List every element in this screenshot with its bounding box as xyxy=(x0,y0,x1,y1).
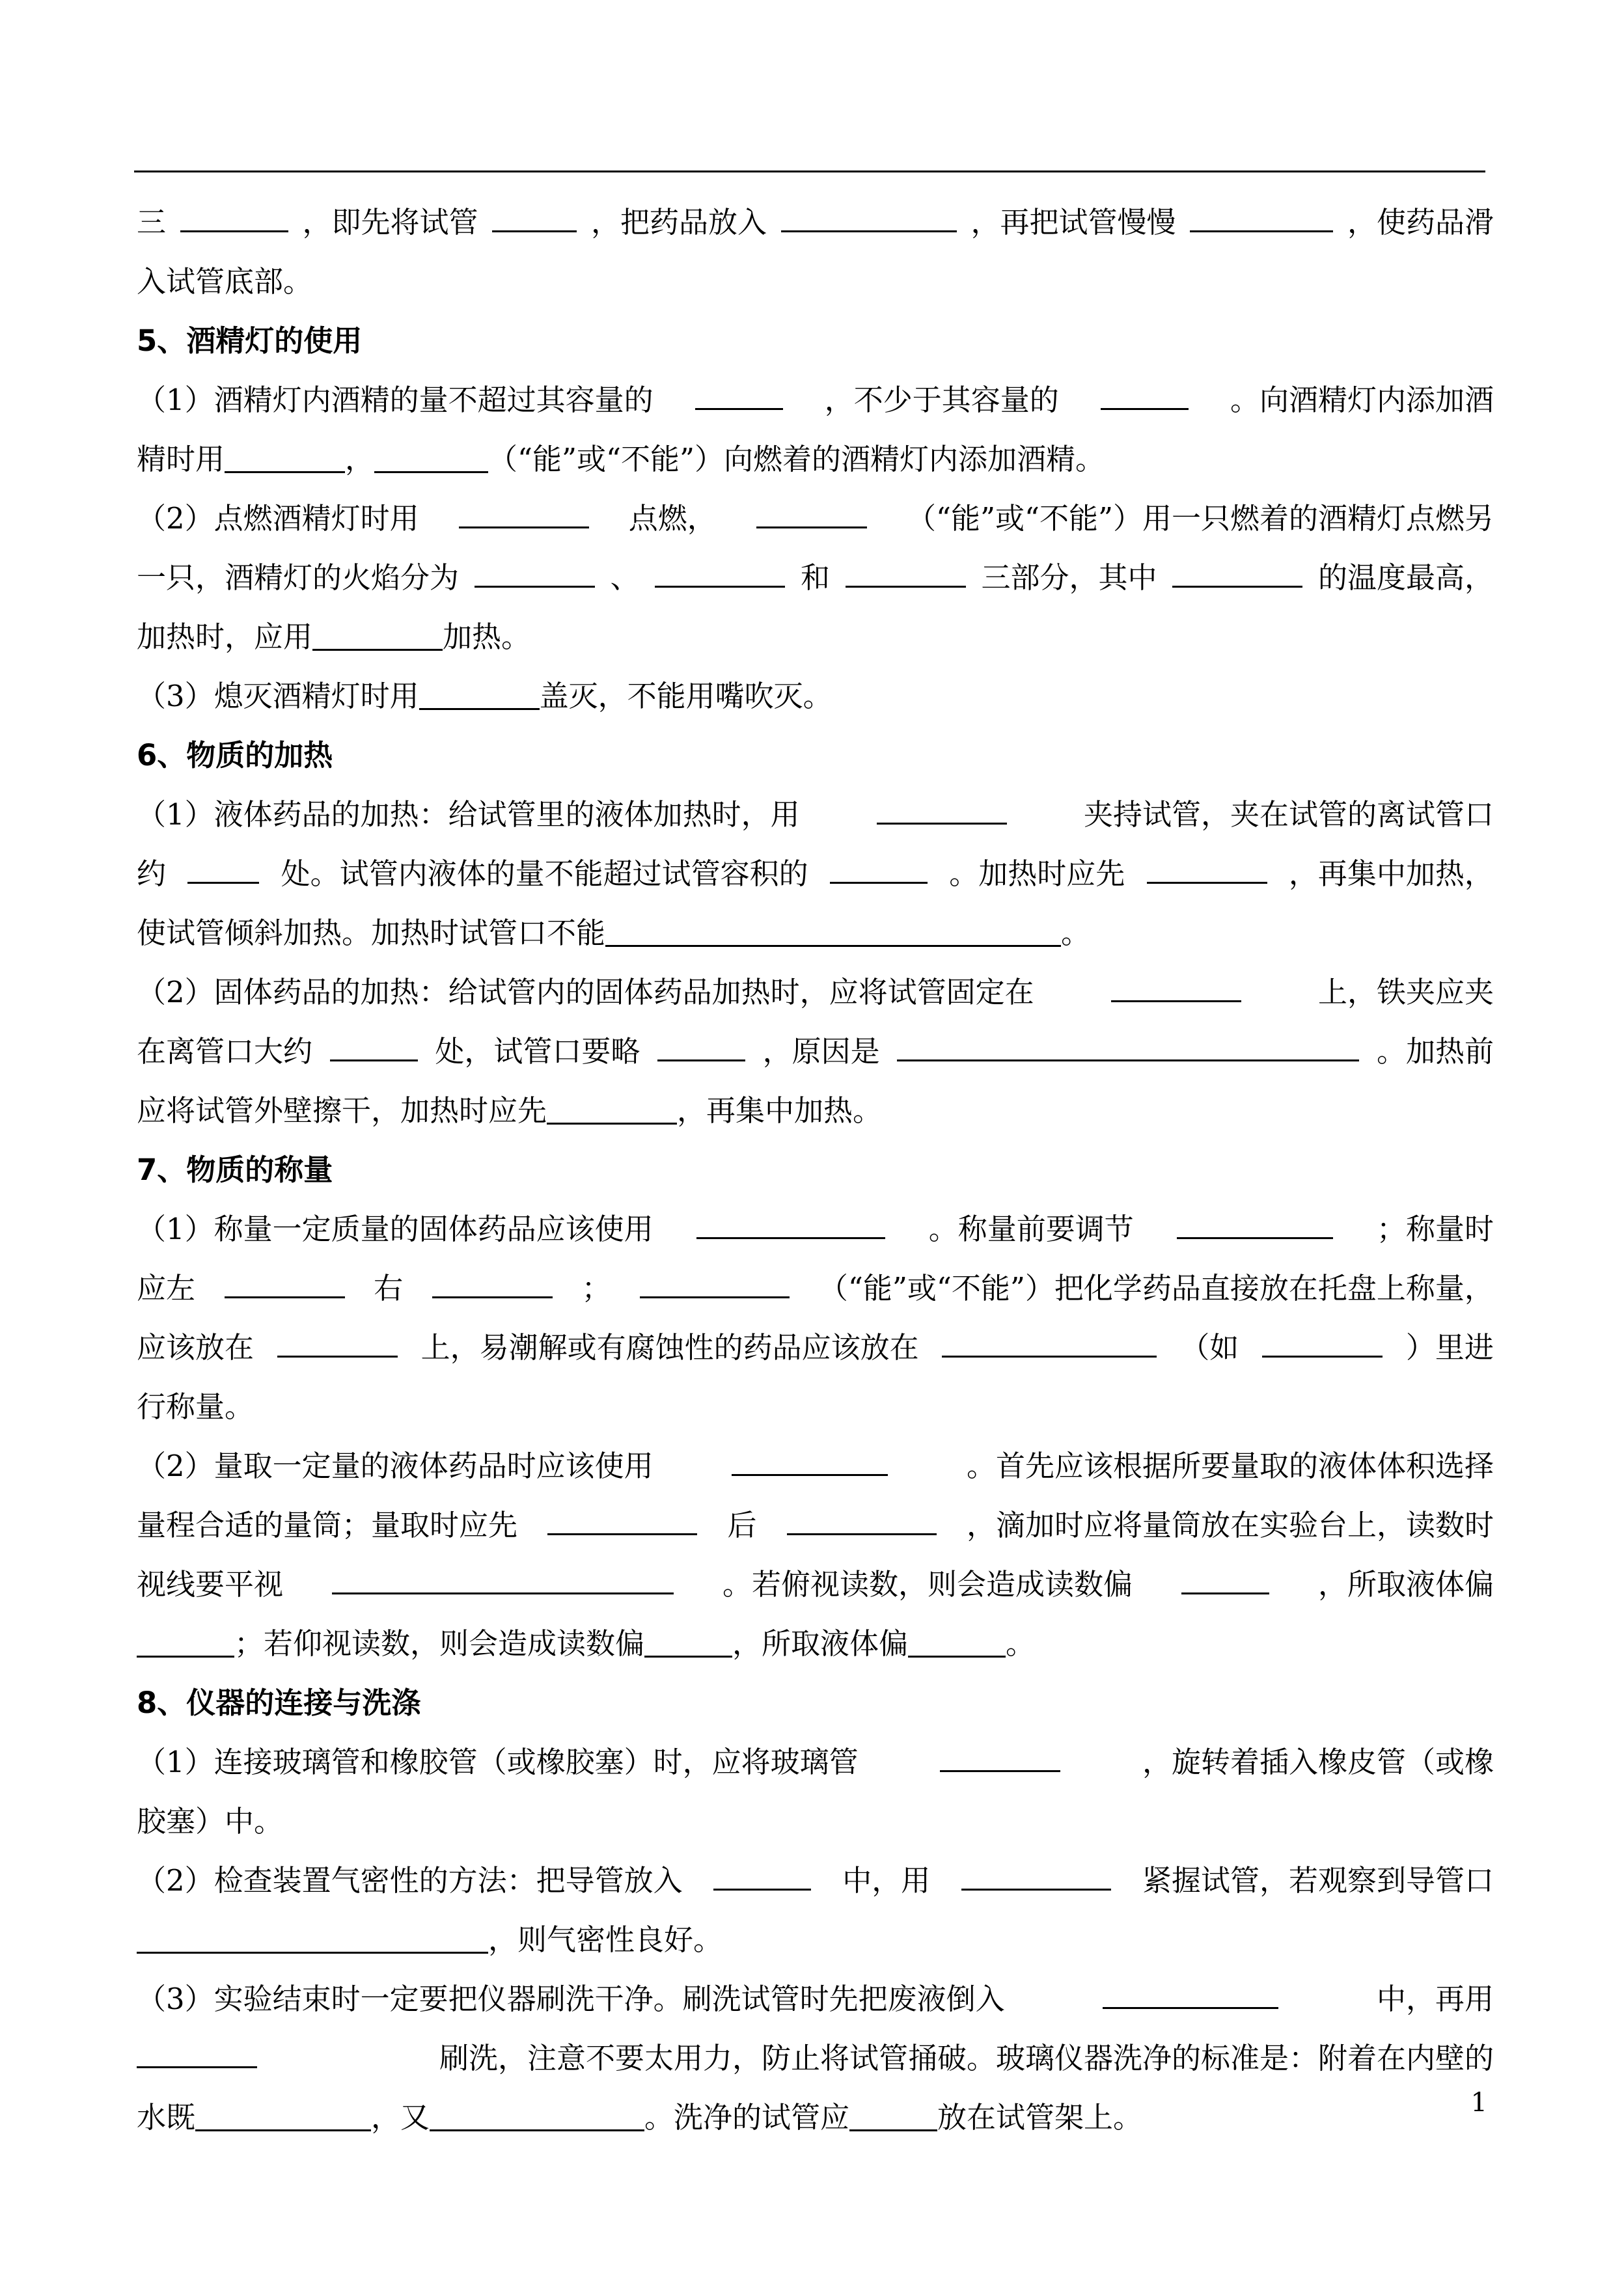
fill-in-blank[interactable] xyxy=(137,2038,257,2068)
text-span: ；若仰视读数，则会造成读数偏 xyxy=(234,1626,645,1661)
text-line xyxy=(137,1377,1494,1436)
text-line xyxy=(137,1259,1494,1318)
text-line xyxy=(137,489,1494,548)
fill-in-blank[interactable] xyxy=(849,2101,937,2131)
text-line xyxy=(137,430,1494,489)
text-line xyxy=(137,1969,1494,2029)
fill-in-blank[interactable] xyxy=(225,443,345,473)
section-heading xyxy=(137,1140,1494,1199)
text-line xyxy=(137,1496,1494,1555)
fill-in-blank[interactable] xyxy=(547,1505,697,1535)
fill-in-blank[interactable] xyxy=(374,443,488,473)
text-span: 后 xyxy=(727,1508,757,1542)
text-span: 约 xyxy=(137,856,167,891)
text-span: 夹持试管，夹在试管的离试管口 xyxy=(1083,797,1494,832)
text-span: ，又 xyxy=(371,2100,430,2135)
text-span: ，即先将试管 xyxy=(302,205,478,239)
text-span: （1）连接玻璃管和橡胶管（或橡胶塞）时，应将玻璃管 xyxy=(137,1745,859,1779)
text-span: 应将试管外壁擦干，加热时应先 xyxy=(137,1093,547,1128)
text-span: ，再集中加热。 xyxy=(677,1093,883,1128)
text-span: ，所取液体偏 xyxy=(1317,1567,1494,1602)
fill-in-blank[interactable] xyxy=(961,1860,1111,1891)
fill-in-blank[interactable] xyxy=(940,1742,1060,1772)
text-span: （2）固体药品的加热：给试管内的固体药品加热时，应将试管固定在 xyxy=(137,975,1034,1009)
fill-in-blank[interactable] xyxy=(877,794,1007,825)
text-span: （2）检查装置气密性的方法：把导管放入 xyxy=(137,1863,683,1898)
fill-in-blank[interactable] xyxy=(644,1627,732,1658)
fill-in-blank[interactable] xyxy=(1111,972,1241,1002)
section-heading xyxy=(137,1673,1494,1732)
text-line xyxy=(137,1022,1494,1081)
text-span: 和 xyxy=(800,560,830,595)
fill-in-blank[interactable] xyxy=(430,2101,644,2131)
text-span: 量程合适的量筒；量取时应先 xyxy=(137,1508,518,1542)
section-heading xyxy=(137,311,1494,370)
fill-in-blank[interactable] xyxy=(605,916,1061,947)
text-span: ，使药品滑 xyxy=(1347,205,1494,239)
fill-in-blank[interactable] xyxy=(432,1268,553,1298)
text-line xyxy=(137,963,1494,1022)
fill-in-blank[interactable] xyxy=(696,1209,885,1239)
text-span: 的温度最高， xyxy=(1317,560,1494,595)
fill-in-blank[interactable] xyxy=(492,202,577,232)
text-span: 。 xyxy=(1006,1626,1036,1661)
fill-in-blank[interactable] xyxy=(137,1923,488,1954)
text-span: ，滴加时应将量筒放在实验台上，读数时 xyxy=(966,1508,1494,1542)
fill-in-blank[interactable] xyxy=(419,679,540,710)
fill-in-blank[interactable] xyxy=(475,557,595,588)
text-span: 加热。 xyxy=(443,620,531,654)
fill-in-blank[interactable] xyxy=(225,1268,345,1298)
text-line xyxy=(137,1436,1494,1496)
text-span: 一只，酒精灯的火焰分为 xyxy=(137,560,460,595)
fill-in-blank[interactable] xyxy=(657,1031,745,1061)
fill-in-blank[interactable] xyxy=(655,557,785,588)
fill-in-blank[interactable] xyxy=(781,202,957,232)
text-span: 上，铁夹应夹 xyxy=(1317,975,1494,1009)
text-span: ，则气密性良好。 xyxy=(488,1922,723,1957)
fill-in-blank[interactable] xyxy=(330,1031,418,1061)
fill-in-blank[interactable] xyxy=(332,1564,674,1594)
fill-in-blank[interactable] xyxy=(1101,379,1189,410)
text-span: 加热时，应用 xyxy=(137,620,313,654)
text-line xyxy=(137,844,1494,903)
fill-in-blank[interactable] xyxy=(1262,1327,1383,1358)
text-span: 处，试管口要略 xyxy=(435,1034,640,1069)
text-span: ，再把试管慢慢 xyxy=(970,205,1176,239)
text-span: 。加热前 xyxy=(1376,1034,1494,1069)
text-span: 应该放在 xyxy=(137,1330,255,1365)
fill-in-blank[interactable] xyxy=(1177,1209,1333,1239)
text-span: 三部分，其中 xyxy=(981,560,1157,595)
text-span: （2）量取一定量的液体药品时应该使用 xyxy=(137,1449,654,1483)
text-span: （“能”或“不能”）向燃着的酒精灯内添加酒精。 xyxy=(488,442,1105,476)
text-line xyxy=(137,548,1494,607)
text-line xyxy=(137,193,1494,252)
fill-in-blank[interactable] xyxy=(312,620,443,651)
text-line xyxy=(137,666,1494,726)
header-rule xyxy=(134,171,1485,172)
text-span: 点燃， xyxy=(628,501,717,536)
text-line xyxy=(137,785,1494,844)
text-span: ，再集中加热， xyxy=(1288,856,1494,891)
fill-in-blank[interactable] xyxy=(846,557,966,588)
text-span: （1）液体药品的加热：给试管里的液体加热时，用 xyxy=(137,797,800,832)
text-span: ， xyxy=(345,442,375,476)
fill-in-blank[interactable] xyxy=(187,853,259,884)
text-span: （3）实验结束时一定要把仪器刷洗干净。刷洗试管时先把废液倒入 xyxy=(137,1982,1005,2016)
text-line xyxy=(137,1792,1494,1851)
text-span: ；称量时 xyxy=(1376,1212,1494,1246)
fill-in-blank[interactable] xyxy=(830,853,928,884)
text-span: （2）点燃酒精灯时用 xyxy=(137,501,419,536)
text-span: 8、仪器的连接与洗涤 xyxy=(137,1686,421,1720)
text-span: 。 xyxy=(1061,916,1091,950)
fill-in-blank[interactable] xyxy=(908,1627,1006,1658)
fill-in-blank[interactable] xyxy=(1147,853,1267,884)
fill-in-blank[interactable] xyxy=(713,1860,811,1891)
text-span: ； xyxy=(581,1271,611,1305)
text-span: 7、物质的称量 xyxy=(137,1153,333,1187)
page-number: 1 xyxy=(1470,2088,1487,2118)
text-span: 紧握试管，若观察到导管口 xyxy=(1142,1863,1494,1898)
fill-in-blank[interactable] xyxy=(180,202,288,232)
text-span: ）里进 xyxy=(1405,1330,1494,1365)
text-span: （1）称量一定质量的固体药品应该使用 xyxy=(137,1212,654,1246)
text-line xyxy=(137,1555,1494,1614)
fill-in-blank[interactable] xyxy=(277,1327,398,1358)
text-span: 中，用 xyxy=(842,1863,931,1898)
text-span: 右 xyxy=(374,1271,404,1305)
text-span: ，所取液体偏 xyxy=(732,1626,909,1661)
text-span: 5、酒精灯的使用 xyxy=(137,323,363,358)
text-line xyxy=(137,2029,1494,2088)
text-line xyxy=(137,1081,1494,1140)
text-span: ，原因是 xyxy=(762,1034,880,1069)
fill-in-blank[interactable] xyxy=(732,1445,888,1476)
text-line xyxy=(137,1851,1494,1910)
fill-in-blank[interactable] xyxy=(897,1031,1359,1061)
text-span: 。若俯视读数，则会造成读数偏 xyxy=(722,1567,1133,1602)
text-span: 在离管口大约 xyxy=(137,1034,313,1069)
text-span: 6、物质的加热 xyxy=(137,738,333,772)
text-line xyxy=(137,1199,1494,1259)
fill-in-blank[interactable] xyxy=(640,1268,790,1298)
text-span: 放在试管架上。 xyxy=(937,2100,1143,2135)
fill-in-blank[interactable] xyxy=(547,1094,677,1125)
text-line xyxy=(137,607,1494,666)
text-span: 精时用 xyxy=(137,442,225,476)
fill-in-blank[interactable] xyxy=(942,1327,1157,1358)
text-line xyxy=(137,1910,1494,1969)
text-span: 胶塞）中。 xyxy=(137,1804,284,1838)
text-span: 使试管倾斜加热。加热时试管口不能 xyxy=(137,916,606,950)
fill-in-blank[interactable] xyxy=(137,1627,234,1658)
fill-in-blank[interactable] xyxy=(1103,1978,1278,2009)
text-span: ，把药品放入 xyxy=(590,205,767,239)
text-line xyxy=(137,1318,1494,1377)
text-span: 处。试管内液体的量不能超过试管容积的 xyxy=(281,856,808,891)
fill-in-blank[interactable] xyxy=(787,1505,937,1535)
text-span: 。加热时应先 xyxy=(949,856,1125,891)
text-span: 视线要平视 xyxy=(137,1567,284,1602)
text-span: 。洗净的试管应 xyxy=(644,2100,850,2135)
text-line xyxy=(137,903,1494,963)
text-span: 上，易潮解或有腐蚀性的药品应该放在 xyxy=(420,1330,919,1365)
document-body xyxy=(137,193,1494,2147)
text-span: 刷洗，注意不要太用力，防止将试管捅破。玻璃仪器洗净的标准是：附着在内壁的 xyxy=(439,2041,1494,2075)
text-line xyxy=(137,1732,1494,1792)
text-line xyxy=(137,1614,1494,1673)
fill-in-blank[interactable] xyxy=(695,379,783,410)
text-line xyxy=(137,252,1494,311)
text-span: （如 xyxy=(1180,1330,1239,1365)
section-heading xyxy=(137,726,1494,785)
text-span: 盖灭，不能用嘴吹灭。 xyxy=(539,679,833,713)
text-span: （1）酒精灯内酒精的量不超过其容量的 xyxy=(137,383,654,417)
fill-in-blank[interactable] xyxy=(1181,1564,1269,1594)
text-span: 入试管底部。 xyxy=(137,264,313,299)
text-span: ，不少于其容量的 xyxy=(824,383,1059,417)
text-span: 。向酒精灯内添加酒 xyxy=(1230,383,1494,417)
fill-in-blank[interactable] xyxy=(459,498,589,528)
text-span: ，旋转着插入橡皮管（或橡 xyxy=(1142,1745,1494,1779)
text-span: （3）熄灭酒精灯时用 xyxy=(137,679,419,713)
text-span: 。首先应该根据所要量取的液体体积选择 xyxy=(966,1449,1494,1483)
text-span: 三 xyxy=(137,205,167,239)
text-line xyxy=(137,370,1494,430)
text-span: 行称量。 xyxy=(137,1389,255,1424)
text-span: （“能”或“不能”）用一只燃着的酒精灯点燃另 xyxy=(906,501,1494,536)
text-span: 应左 xyxy=(137,1271,196,1305)
fill-in-blank[interactable] xyxy=(1190,202,1333,232)
fill-in-blank[interactable] xyxy=(756,498,867,528)
text-span: 水既 xyxy=(137,2100,196,2135)
text-line xyxy=(137,2088,1494,2147)
fill-in-blank[interactable] xyxy=(195,2101,371,2131)
text-span: （“能”或“不能”）把化学药品直接放在托盘上称量， xyxy=(818,1271,1494,1305)
text-span: 。称量前要调节 xyxy=(928,1212,1134,1246)
fill-in-blank[interactable] xyxy=(1172,557,1302,588)
text-span: 中，再用 xyxy=(1376,1982,1494,2016)
text-span: 、 xyxy=(610,560,640,595)
